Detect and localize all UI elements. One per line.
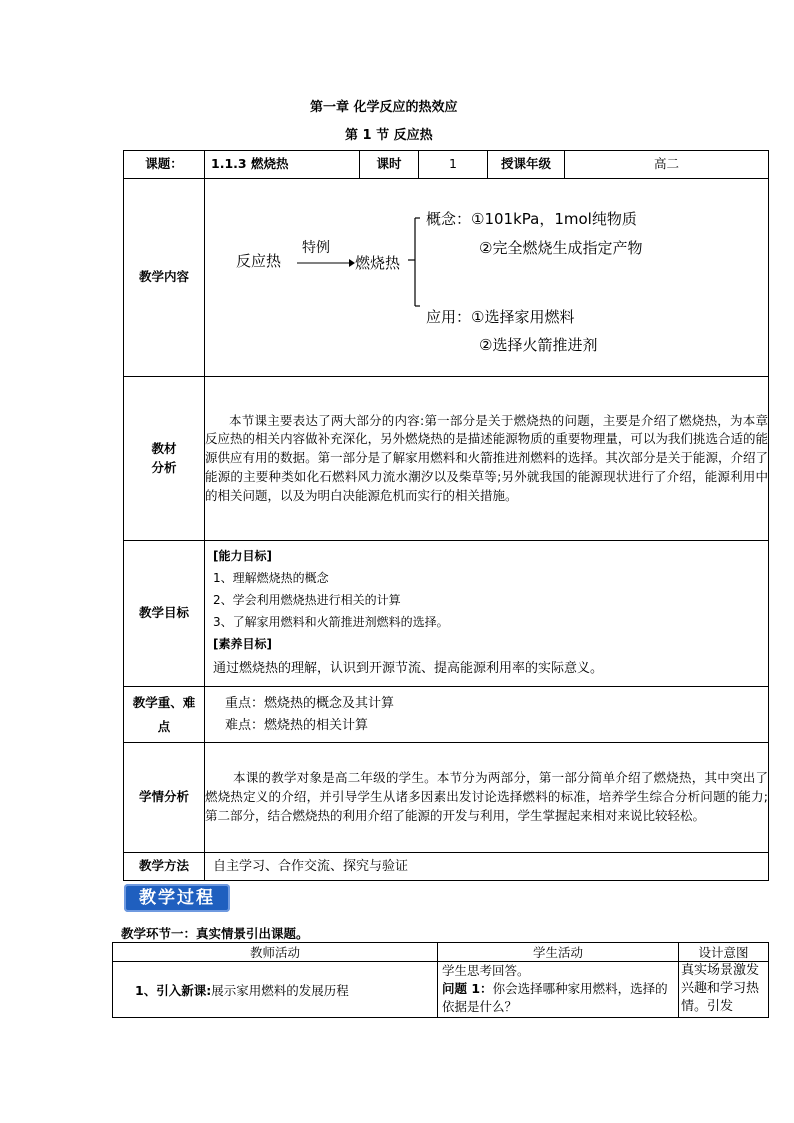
teacher-text: 展示家用燃料的发展历程	[211, 982, 349, 998]
objective-item: 2、学会利用燃烧热进行相关的计算	[213, 592, 401, 607]
learners-label: 学情分析	[124, 743, 205, 853]
diagram-application-1: 应用：①选择家用燃料	[426, 307, 575, 326]
learners-row	[124, 743, 769, 853]
process-table	[112, 942, 769, 1018]
section-title: 第 1 节 反应热	[345, 128, 433, 143]
literacy-text: 通过燃烧热的理解，认识到开源节流、提高能源利用率的实际意义。	[213, 660, 604, 676]
literacy-heading: [素养目标]	[213, 636, 272, 651]
objective-item: 3、了解家用燃料和火箭推进剂燃料的选择。	[213, 614, 449, 629]
ability-heading: [能力目标]	[213, 548, 272, 563]
diagram-node: 燃烧热	[355, 253, 401, 272]
content-cell	[205, 179, 769, 377]
header-student: 学生活动	[438, 943, 679, 962]
methods-text: 自主学习、合作交流、探究与验证	[205, 853, 769, 881]
diagram-root: 反应热	[236, 251, 282, 270]
chapter-title: 第一章 化学反应的热效应	[310, 100, 458, 115]
diagram-concept-2: ②完全燃烧生成指定产物	[479, 238, 643, 257]
analysis-row	[124, 377, 769, 541]
methods-row	[124, 853, 769, 881]
key-point: 重点：燃烧热的概念及其计算	[225, 695, 395, 711]
objective-item: 1、理解燃烧热的概念	[213, 570, 329, 585]
topic-label-cell	[124, 151, 205, 179]
question-label: 问题 1：	[442, 981, 493, 996]
key-points-label-2: 点	[157, 718, 171, 734]
lesson-plan-table	[123, 150, 769, 881]
student-activity	[438, 962, 679, 1018]
process-row	[113, 962, 769, 1018]
teacher-prefix: 1、引入新课:	[135, 982, 212, 998]
student-line: 学生思考回答。	[442, 963, 530, 978]
diagram-arrow-label: 特例	[302, 239, 330, 256]
content-label: 教学内容	[124, 179, 205, 377]
key-points-row	[124, 687, 769, 743]
diagram-brace	[408, 216, 420, 308]
key-points-label-cell	[124, 687, 205, 743]
info-row	[124, 151, 769, 179]
header-intent: 设计意图	[679, 943, 769, 962]
grade-value: 高二	[565, 151, 769, 179]
content-row	[124, 179, 769, 377]
objectives-label: 教学目标	[124, 541, 205, 687]
objectives-cell	[205, 541, 769, 687]
methods-label: 教学方法	[124, 853, 205, 881]
analysis-text: 本节课主要表达了两大部分的内容:第一部分是关于燃烧热的问题，主要是介绍了燃烧热，为本章反应热的相关内容做补充深化，另外燃烧热的是描述能源物质的重要物理量，可以为我们挑选合适的能源供应有用的数据。第一部分是了解家用燃料和火箭推进剂燃料的选择。其次部分是关于能源，介绍了能源的主要种类如化石燃料风力流水潮汐以及柴草等;另外就我国的能源现状进行了介绍，能源利用中的相关问题，以及为明白决能源危机而实行的相关措施。	[205, 377, 769, 541]
learners-text: 本课的教学对象是高二年级的学生。本节分为两部分，第一部分简单介绍了燃烧热，其中突出了燃烧热定义的介绍，并引导学生从诸多因素出发讨论选择燃料的标准，培养学生综合分析问题的能力;第二部分，结合燃烧热的利用介绍了能源的开发与利用，学生掌握起来相对来说比较轻松。	[205, 743, 769, 853]
analysis-label-1: 教材	[151, 440, 177, 456]
hours-label: 课时	[360, 151, 419, 179]
key-points-label-1: 教学重、难	[132, 694, 196, 710]
objectives-row	[124, 541, 769, 687]
diagram-arrow	[297, 258, 355, 268]
analysis-label-cell	[124, 377, 205, 541]
process-banner: 教学过程	[124, 884, 230, 912]
diagram-application-2: ②选择火箭推进剂	[479, 335, 598, 354]
analysis-label-2: 分析	[151, 459, 177, 475]
difficult-point: 难点：燃烧热的相关计算	[225, 717, 369, 733]
grade-label: 授课年级	[488, 151, 565, 179]
diagram-concept-1: 概念：①101kPa，1mol纯物质	[426, 209, 637, 228]
teacher-activity	[113, 962, 438, 1018]
process-header-row	[113, 943, 769, 962]
key-points-cell	[205, 687, 769, 743]
topic-value: 1.1.3 燃烧热	[205, 151, 360, 179]
topic-label: 课题：	[145, 156, 183, 172]
concept-diagram	[205, 180, 768, 376]
question-text: 你会选择哪种家用燃料，选择的依据是什么？	[442, 981, 668, 1014]
design-intent: 真实场景激发兴趣和学习热情。引发	[679, 962, 769, 1018]
step-title: 教学环节一：真实情景引出课题。	[121, 926, 309, 941]
header-teacher: 教师活动	[113, 943, 438, 962]
hours-value: 1	[419, 151, 488, 179]
